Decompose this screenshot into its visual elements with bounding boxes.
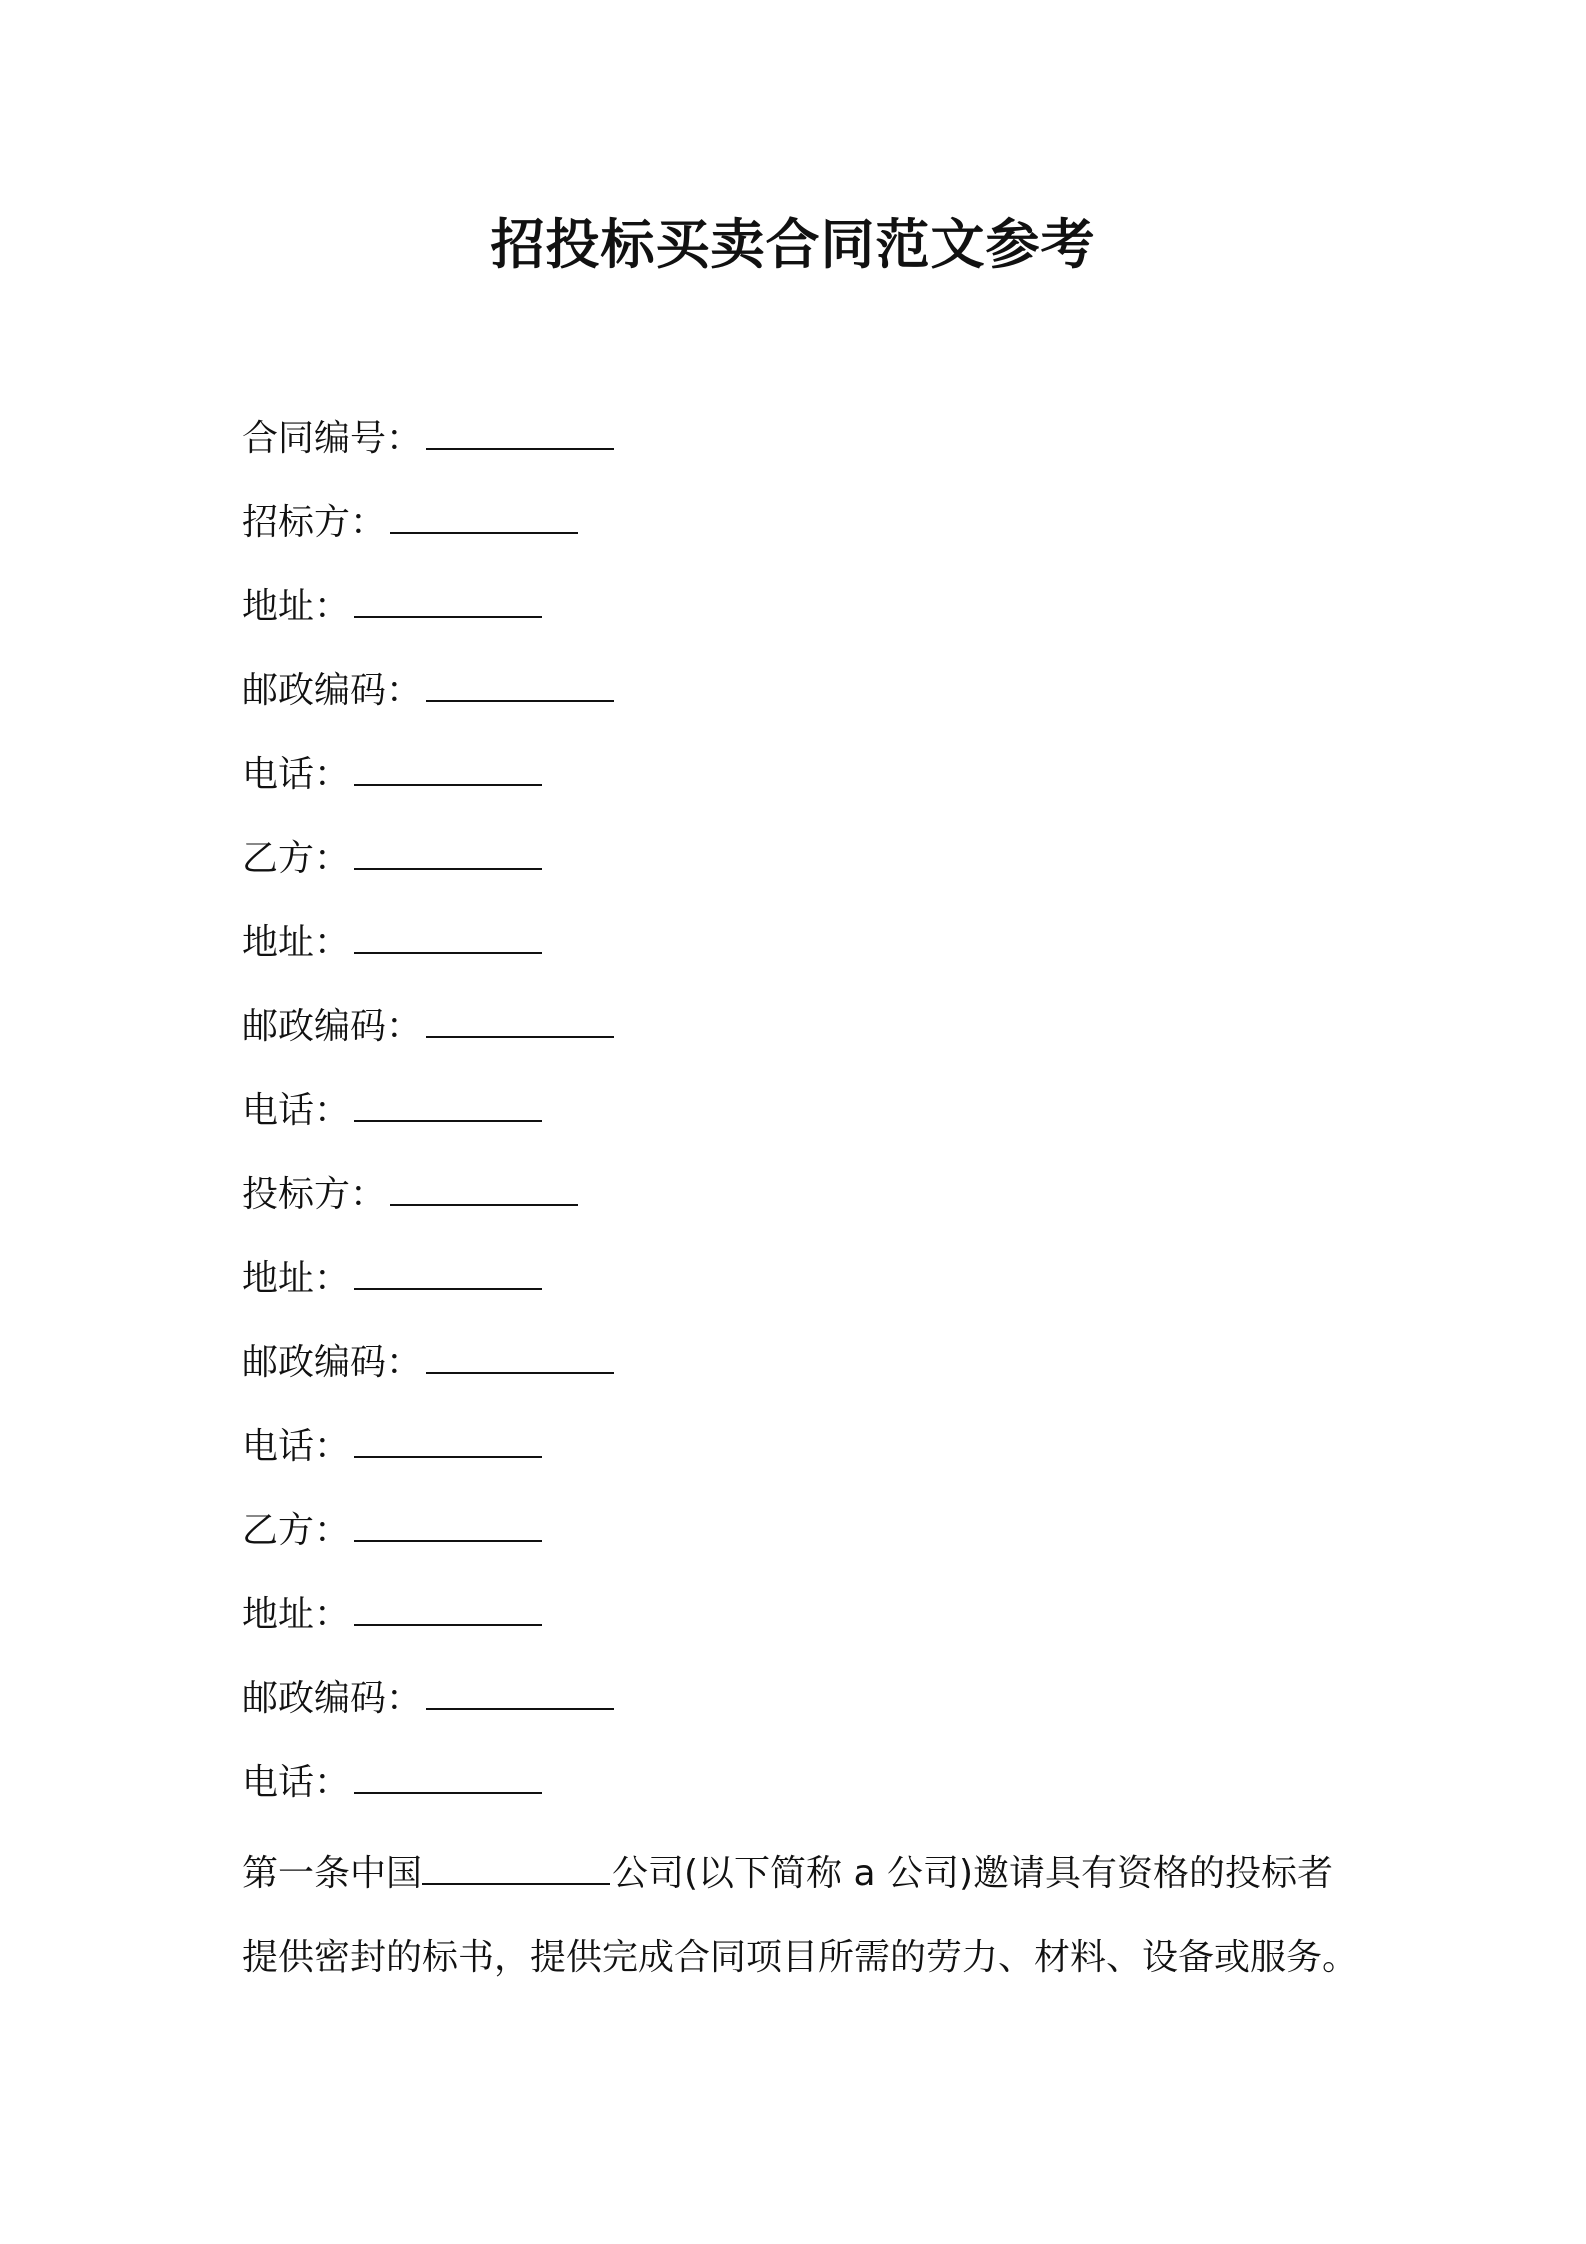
fill-in-blank xyxy=(354,918,542,954)
field-label: 地址： xyxy=(242,922,351,963)
field-address xyxy=(242,1580,1392,1664)
party-info-fields xyxy=(242,404,1392,1832)
field-phone xyxy=(242,740,1392,824)
fill-in-blank xyxy=(426,414,614,450)
fill-in-blank xyxy=(426,1338,614,1374)
field-address xyxy=(242,1244,1392,1328)
field-label: 招标方： xyxy=(242,502,387,543)
field-label: 乙方： xyxy=(242,838,351,879)
article-line1-text: 公司(以下简称 a 公司)邀请具有资格的投标者 xyxy=(612,1853,1334,1894)
field-contract-number xyxy=(242,404,1392,488)
field-postal-code xyxy=(242,992,1392,1076)
fill-in-blank xyxy=(354,750,542,786)
fill-in-blank xyxy=(354,582,542,618)
field-label: 地址： xyxy=(242,586,351,627)
field-label: 电话： xyxy=(242,1090,351,1131)
field-phone xyxy=(242,1748,1392,1832)
field-phone xyxy=(242,1412,1392,1496)
field-label: 地址： xyxy=(242,1258,351,1299)
article-one-paragraph xyxy=(242,1832,1392,2000)
field-postal-code xyxy=(242,1328,1392,1412)
document-title: 招投标买卖合同范文参考 xyxy=(490,213,1096,276)
article-prefix: 第一条中国 xyxy=(242,1853,423,1894)
article-line2-text: 提供密封的标书，提供完成合同项目所需的劳力、材料、设备或服务。 xyxy=(242,1937,1359,1978)
field-tenderer xyxy=(242,488,1392,572)
field-label: 投标方： xyxy=(242,1174,387,1215)
fill-in-blank xyxy=(422,1849,610,1885)
fill-in-blank xyxy=(390,1170,578,1206)
field-label: 邮政编码： xyxy=(242,1006,423,1047)
field-party-b xyxy=(242,1496,1392,1580)
fill-in-blank xyxy=(354,834,542,870)
field-label: 乙方： xyxy=(242,1510,351,1551)
fill-in-blank xyxy=(354,1254,542,1290)
field-phone xyxy=(242,1076,1392,1160)
field-address xyxy=(242,572,1392,656)
field-postal-code xyxy=(242,1664,1392,1748)
fill-in-blank xyxy=(426,1002,614,1038)
fill-in-blank xyxy=(390,498,578,534)
field-address xyxy=(242,908,1392,992)
field-label: 邮政编码： xyxy=(242,1678,423,1719)
field-postal-code xyxy=(242,656,1392,740)
field-label: 邮政编码： xyxy=(242,670,423,711)
field-label: 电话： xyxy=(242,1426,351,1467)
fill-in-blank xyxy=(354,1758,542,1794)
field-label: 电话： xyxy=(242,754,351,795)
field-party-b xyxy=(242,824,1392,908)
field-label: 合同编号： xyxy=(242,418,423,459)
fill-in-blank xyxy=(354,1506,542,1542)
fill-in-blank xyxy=(426,666,614,702)
fill-in-blank xyxy=(426,1674,614,1710)
field-bidder xyxy=(242,1160,1392,1244)
fill-in-blank xyxy=(354,1590,542,1626)
field-label: 邮政编码： xyxy=(242,1342,423,1383)
field-label: 地址： xyxy=(242,1594,351,1635)
fill-in-blank xyxy=(354,1086,542,1122)
fill-in-blank xyxy=(354,1422,542,1458)
field-label: 电话： xyxy=(242,1762,351,1803)
